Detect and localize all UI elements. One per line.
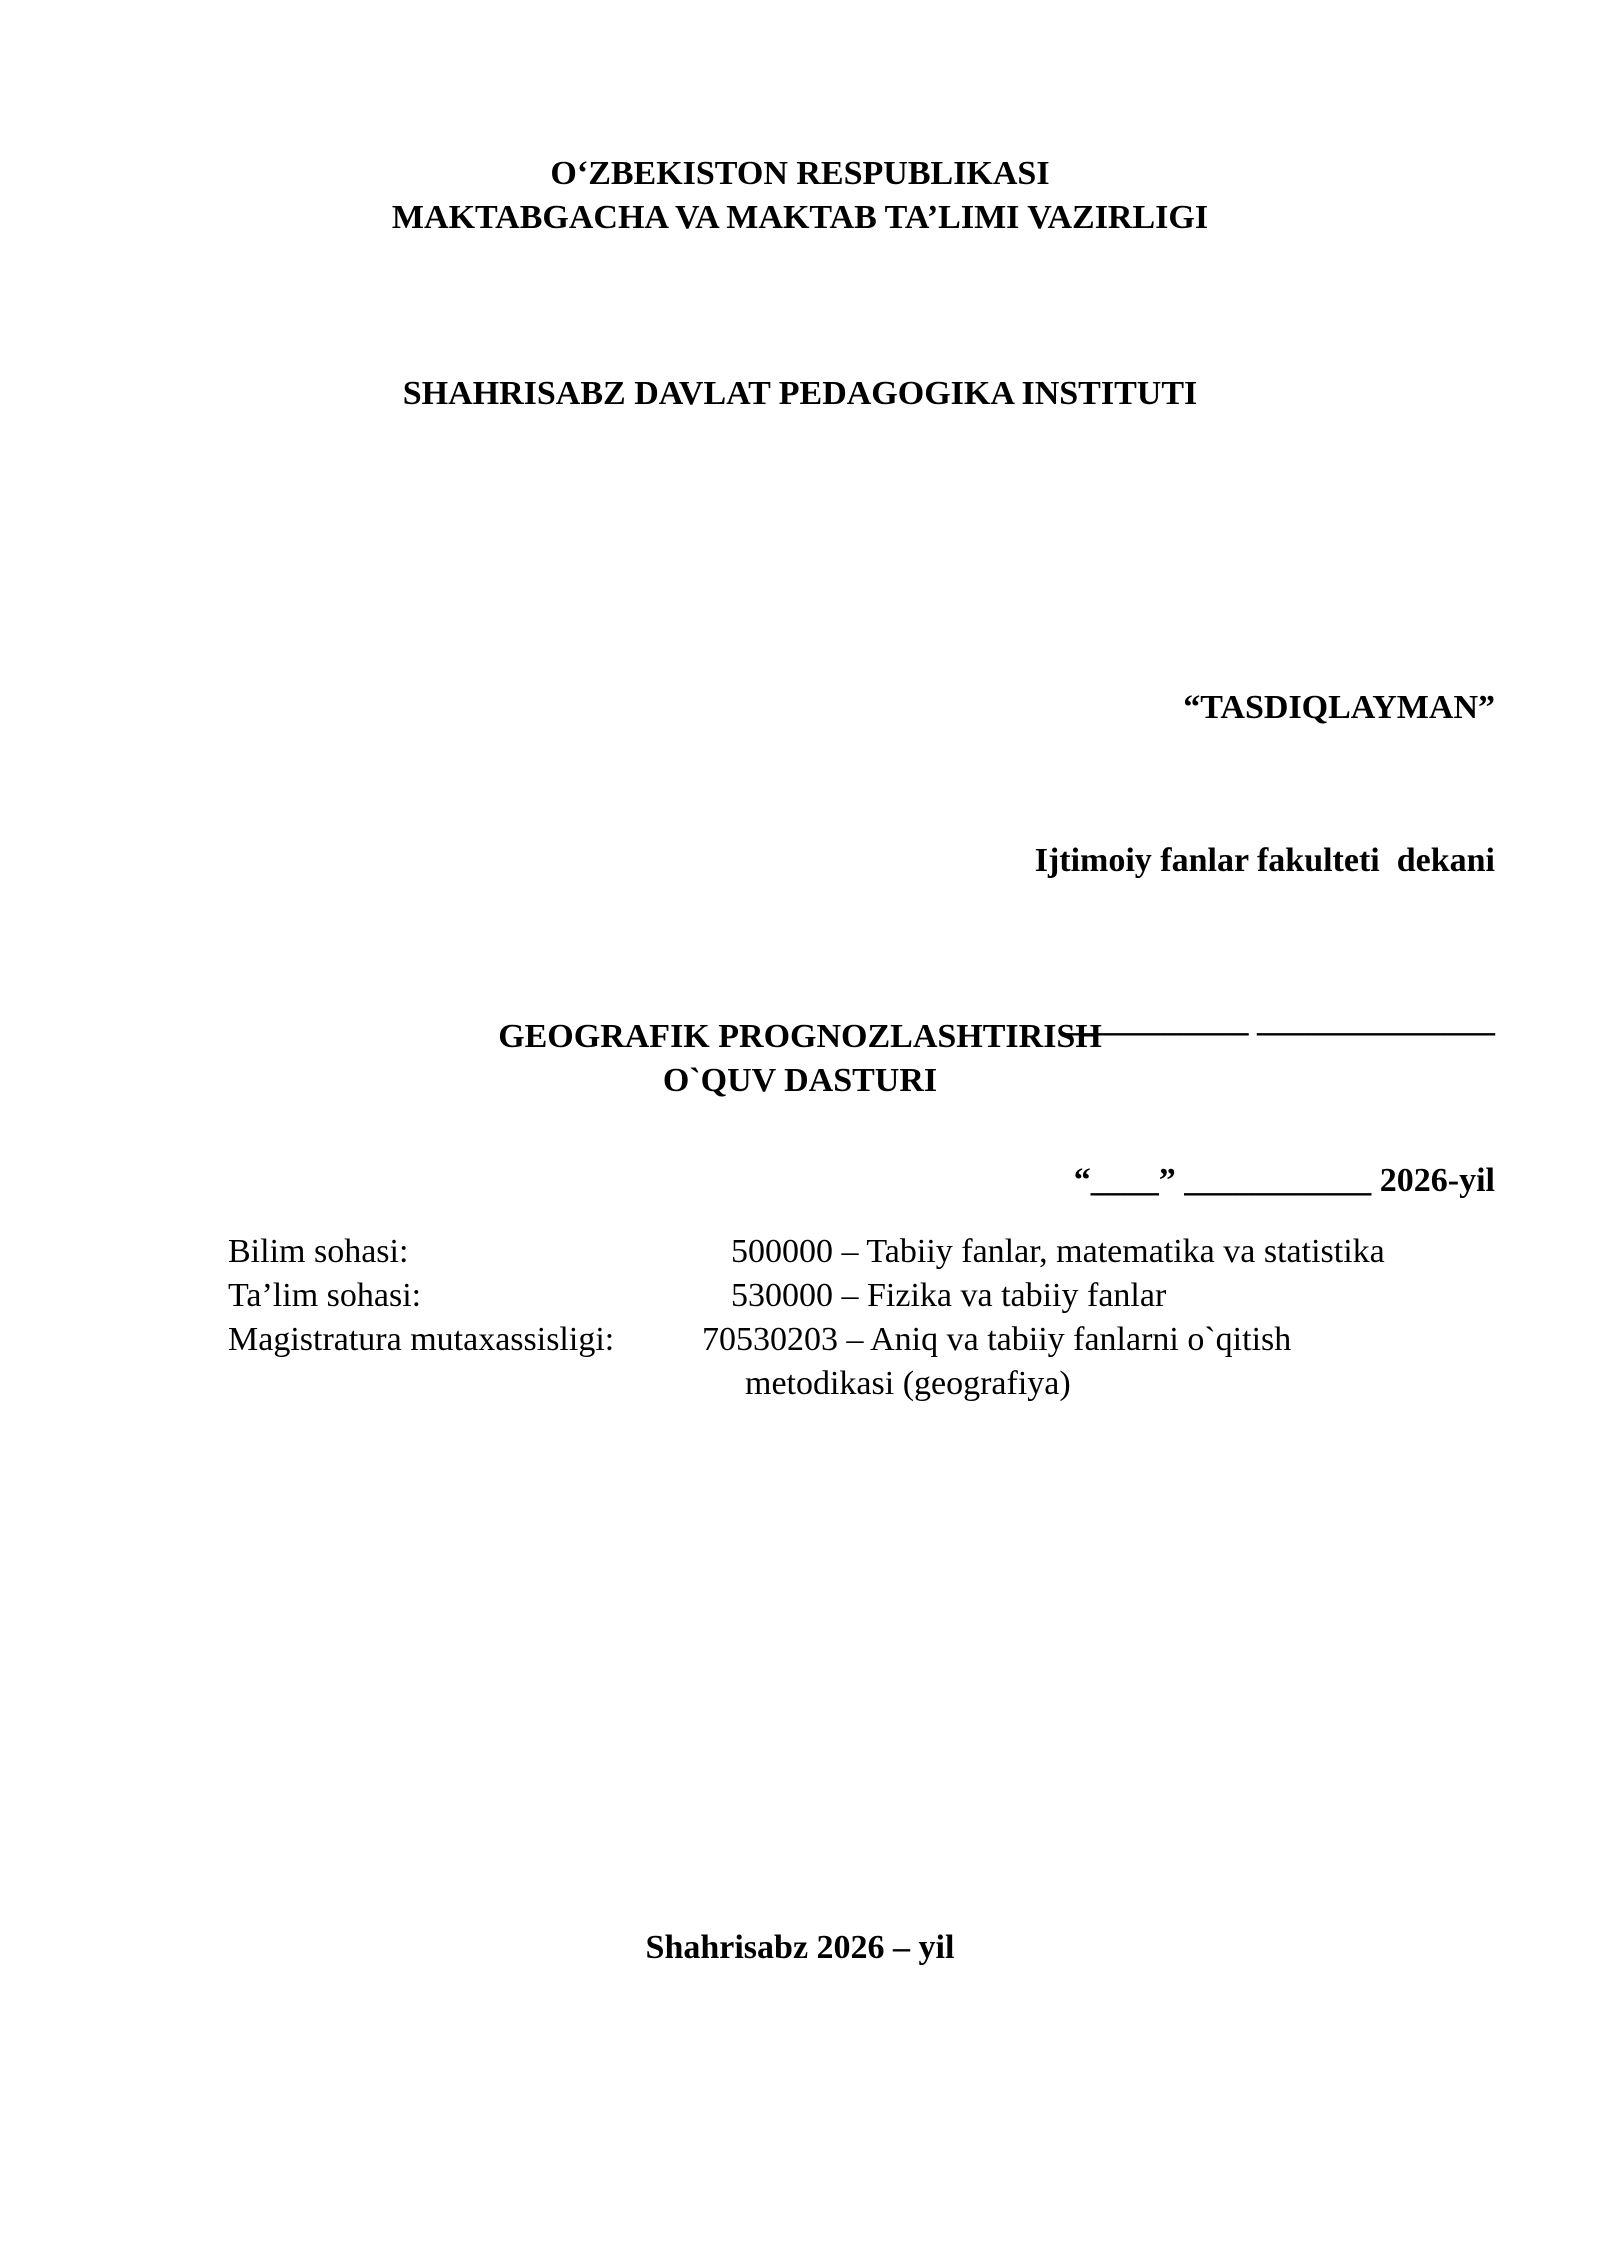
header-line-ministry: MAKTABGACHA VA MAKTAB TA’LIMI VAZIRLIGI [391,199,1209,236]
meta-value: 530000 – Fizika va tabiiy fanlar [731,1277,1167,1314]
institute-name [0,372,1600,416]
meta-row-education-area [228,1274,1528,1318]
institute-title: SHAHRISABZ DAVLAT PEDAGOGIKA INSTITUTI [402,375,1198,412]
meta-value: 500000 – Tabiiy fanlar, matematika va statistika [731,1233,1385,1270]
approval-block [1035,598,1495,1247]
program-details [228,1230,1528,1406]
approval-position: Ijtimoiy fanlar fakulteti dekani [1034,842,1495,879]
course-title [0,1015,1600,1103]
course-title-line1: GEOGRAFIK PROGNOZLASHTIRISH [498,1018,1102,1055]
meta-value-continuation: metodikasi (geografiya) [745,1365,1071,1402]
signature-line: ___________ ______________ [1061,1002,1495,1039]
meta-row-knowledge-area [228,1230,1528,1274]
meta-row-specialty-cont [228,1362,1528,1406]
place-year-footer [0,1926,1600,1970]
meta-value: 70530203 – Aniq va tabiiy fanlarni o`qitish [702,1321,1292,1358]
meta-row-specialty [228,1318,1528,1362]
meta-label: Ta’lim sohasi: [228,1277,422,1314]
approval-title: “TASDIQLAYMAN” [1183,689,1495,726]
footer-text: Shahrisabz 2026 – yil [645,1929,955,1966]
meta-label: Magistratura mutaxassisligi: [228,1321,615,1358]
course-title-line2: O`QUV DASTURI [662,1062,938,1099]
ministry-header [0,152,1600,240]
date-line: “____” ___________ 2026-yil [1073,1162,1495,1199]
meta-label: Bilim sohasi: [228,1233,409,1270]
header-line-country: O‘ZBEKISTON RESPUBLIKASI [550,155,1050,192]
